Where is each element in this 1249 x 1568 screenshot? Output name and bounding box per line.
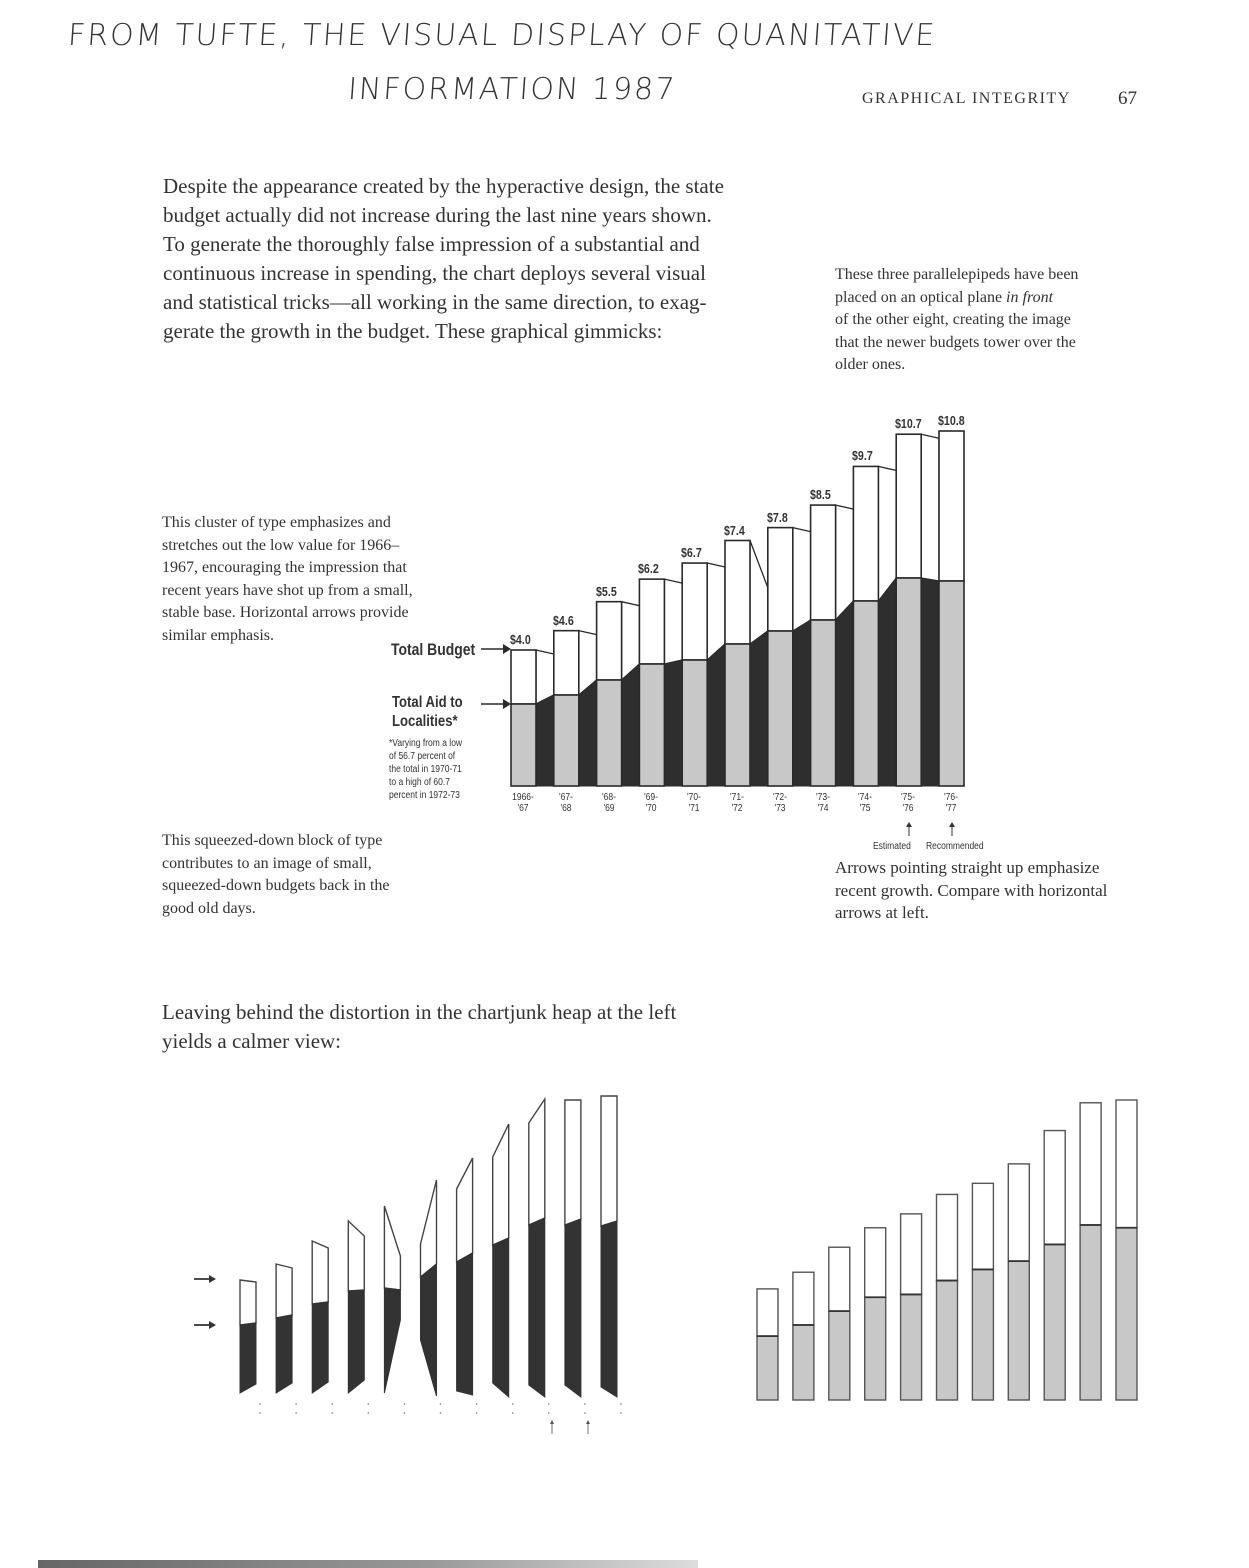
bar-value-label: $7.8 — [766, 509, 788, 525]
annotation-line: stretches out the low value for 1966– — [162, 536, 400, 554]
x-tick-label: '70- '71 — [687, 792, 702, 814]
annotation-line: arrows at left. — [835, 903, 929, 922]
annotation-line: These three parallelepipeds have been — [835, 266, 1079, 283]
annotation-line: of the other eight, creating the image — [835, 311, 1071, 328]
calm-bar — [1080, 1103, 1101, 1400]
x-tick-label: '71- '72 — [730, 792, 744, 814]
bar-value-label: $10.7 — [895, 416, 922, 432]
calm-bar — [1008, 1164, 1029, 1400]
calm-bar — [1044, 1131, 1065, 1400]
scan-edge-divider — [38, 1560, 698, 1568]
calm-bar — [937, 1194, 958, 1400]
footnote-line: the total in 1970-71 — [389, 764, 462, 775]
total-aid-label-line1: Total Aid to — [392, 694, 463, 711]
bar-value-label: $8.5 — [809, 487, 831, 503]
calm-bar — [757, 1289, 778, 1400]
annotation-line: This cluster of type emphasizes and — [162, 514, 391, 531]
bar-value-label: $9.7 — [852, 448, 874, 464]
bar-value-label: $7.4 — [724, 522, 745, 538]
annotation-line: older ones. — [835, 356, 906, 373]
estimated-label: Estimated — [873, 841, 911, 852]
x-tick-label: '75- '76 — [901, 792, 916, 814]
calm-bar — [1116, 1100, 1137, 1400]
calm-bar — [901, 1214, 922, 1400]
calm-bar — [793, 1272, 814, 1400]
running-head-title: GRAPHICAL INTEGRITY — [862, 90, 1071, 107]
footnote-line: *Varying from a low — [389, 738, 463, 749]
intro-line: Despite the appearance created by the hyperactive design, the state — [163, 174, 724, 198]
bar-value-label: $5.5 — [595, 583, 617, 599]
intro-line: and statistical tricks—all working in the same direction, to exag- — [163, 290, 707, 314]
annotation-line: stable base. Horizontal arrows provide — [162, 604, 409, 621]
bar-value-label: $6.2 — [638, 561, 660, 577]
bar-value-label: $4.6 — [552, 612, 574, 628]
x-tick-label: '76- '77 — [944, 792, 958, 814]
annotation-line: 1967, encouraging the impression that — [162, 559, 407, 576]
annotation-line: Arrows pointing straight up emphasize — [835, 858, 1100, 877]
x-tick-label: '68- '69 — [601, 792, 616, 814]
calm-bar — [972, 1183, 993, 1400]
x-tick-label: '67- '68 — [558, 792, 573, 814]
page-number: 67 — [1118, 88, 1137, 109]
annotation-line: recent years have shot up from a small, — [162, 581, 413, 599]
footnote-line: of 56.7 percent of — [389, 751, 456, 762]
annotation-line: recent growth. Compare with horizontal — [835, 880, 1108, 900]
bar-value-label: $6.7 — [681, 545, 702, 561]
calmer-line: Leaving behind the distortion in the chartjunk heap at the left — [162, 1000, 677, 1024]
calmer-line: yields a calmer view: — [162, 1029, 342, 1053]
intro-line: gerate the growth in the budget. These graphical gimmicks: — [163, 319, 663, 343]
total-budget-label: Total Budget — [391, 640, 476, 659]
annotation-line: similar emphasis. — [162, 626, 274, 644]
calm-bar — [829, 1247, 850, 1400]
footnote-line: percent in 1972-73 — [389, 790, 460, 801]
x-tick-label: '73- '74 — [815, 792, 830, 814]
intro-line: budget actually did not increase during the last nine years shown. — [163, 203, 712, 227]
annotation-text: placed on an optical plane — [835, 288, 1007, 306]
annotation-line: that the newer budgets tower over the — [835, 333, 1076, 351]
total-aid-label-line2: Localities* — [392, 713, 458, 730]
annotation-line: This squeezed-down block of type — [162, 832, 383, 849]
recommended-label: Recommended — [926, 841, 984, 852]
x-tick-label: 1966- '67 — [512, 792, 534, 814]
handwritten-note-line1: FROM TUFTE, THE VISUAL DISPLAY OF QUANITATIVE — [66, 18, 938, 53]
annotation-line: squeezed-down budgets back in the — [162, 877, 390, 894]
calm-bar — [865, 1228, 886, 1400]
handwritten-note-line2: INFORMATION 1987 — [346, 72, 678, 107]
intro-line: continuous increase in spending, the chart deploys several visual — [163, 261, 706, 285]
intro-line: To generate the thoroughly false impression of a substantial and — [163, 232, 700, 256]
bar-value-label: $4.0 — [510, 632, 531, 647]
annotation-line: contributes to an image of small, — [162, 854, 372, 872]
x-tick-label: '72- '73 — [772, 792, 787, 814]
annotation-emphasis: in front — [1006, 288, 1054, 306]
annotation-line: good old days. — [162, 899, 256, 917]
bar-value-label: $10.8 — [938, 413, 965, 428]
x-tick-label: '69- '70 — [644, 792, 659, 814]
footnote-line: to a high of 60.7 — [389, 777, 450, 788]
x-tick-label: '74- '75 — [858, 792, 873, 814]
